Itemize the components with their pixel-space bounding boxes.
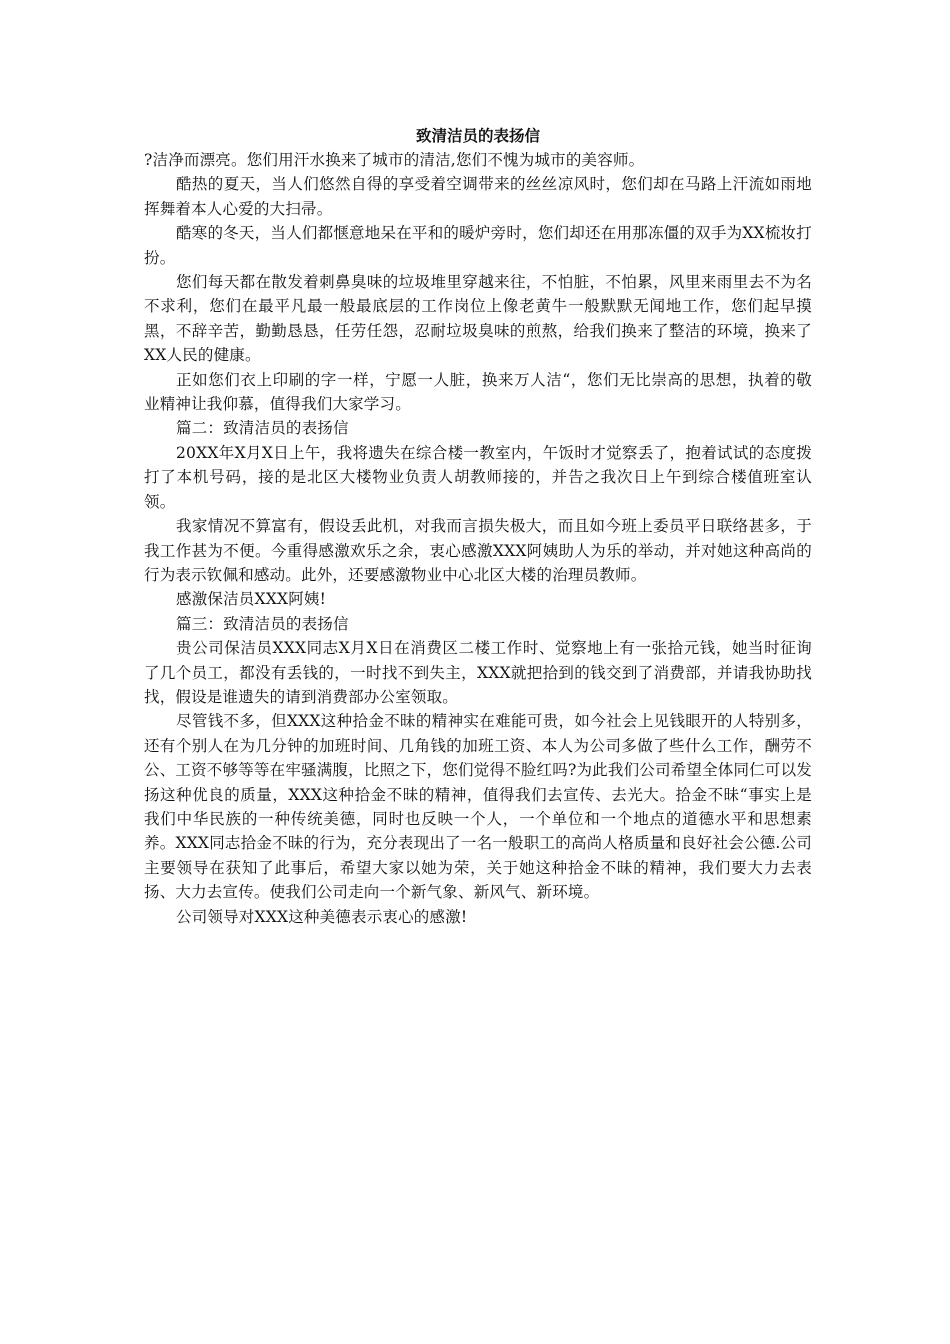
paragraph-4: 您们每天都在散发着刺鼻臭味的垃圾堆里穿越来往，不怕脏，不怕累，风里来雨里去不为名不求利，您们在最平凡最一般最底层的工作岗位上像老黄牛一般默默无闻地工作，您们起早摸黑，不辞辛苦，勤勤恳恳，任劳任怨，忍耐垃圾臭味的煎熬，给我们换来了整洁的环境，换来了XX人民的健康。 bbox=[144, 273, 812, 365]
paragraph-2: 酷热的夏天，当人们悠然自得的享受着空调带来的丝丝凉风时，您们却在马路上汗流如雨地挥舞着本人心爱的大扫帚。 bbox=[144, 175, 812, 218]
paragraph-3: 酷寒的冬天，当人们都惬意地呆在平和的暖炉旁时，您们却还在用那冻僵的双手为XX梳妆打扮。 bbox=[144, 224, 812, 267]
section-heading-2: 篇二：致清洁员的表扬信 bbox=[176, 419, 349, 438]
paragraph-6: 20XX年X月X日上午，我将遗失在综合楼一教室内，午饭时才觉察丢了，抱着试试的态度拨打了本机号码，接的是北区大楼物业负责人胡教师接的，并告之我次日上午到综合楼值班室认领。 bbox=[144, 443, 812, 511]
paragraph-9: 贵公司保洁员XXX同志X月X日在消费区二楼工作时、觉察地上有一张拾元钱，她当时征询了几个员工，都没有丢钱的，一时找不到失主，XXX就把拾到的钱交到了消费部，并请我协助找找，假设是谁遗失的请到消费部办公室领取。 bbox=[144, 639, 812, 706]
paragraph-1: ?洁净而漂亮。您们用汗水换来了城市的清洁,您们不愧为城市的美容师。 bbox=[144, 151, 645, 169]
document-body bbox=[144, 148, 812, 929]
paragraph-5: 正如您们衣上印刷的字一样，宁愿一人脏，换来万人洁“，您们无比崇高的思想，执着的敬业精神让我仰慕，值得我们大家学习。 bbox=[144, 370, 812, 414]
section-heading-3: 篇三：致清洁员的表扬信 bbox=[176, 614, 349, 633]
paragraph-8: 感激保洁员XXX阿姨! bbox=[176, 590, 327, 609]
paragraph-7: 我家情况不算富有，假设丢此机，对我而言损失极大，而且如今班上委员平日联络甚多，于我工作甚为不便。今重得感激欢乐之余，衷心感激XXX阿姨助人为乐的举动，并对她这种高尚的行为表示钦佩和感动。此外，还要感激物业中心北区大楼的治理员教师。 bbox=[144, 517, 812, 584]
paragraph-11: 公司领导对XXX这种美德表示衷心的感激! bbox=[176, 907, 468, 926]
document-page bbox=[144, 122, 812, 929]
document-title: 致清洁员的表扬信 bbox=[415, 126, 540, 145]
paragraph-10: 尽管钱不多，但XXX这种拾金不昧的精神实在难能可贵，如今社会上见钱眼开的人特别多，还有个别人在为几分钟的加班时间、几角钱的加班工资、本人为公司多做了些什么工作，酬劳不公、工资不够等等在牢骚满腹，比照之下，您们觉得不脸红吗?为此我们公司希望全体同仁可以发扬这种优良的质量，XXX这种拾金不昧的精神，值得我们去宣传、去光大。拾金不昧“事实上是我们中华民族的一种传统美德，同时也反映一个人，一个单位和一个地点的道德水平和思想素养。XXX同志拾金不昧的行为，充分表现出了一名一般职工的高尚人格质量和良好社会公德.公司主要领导在获知了此事后，希望大家以她为荣，关于她这种拾金不昧的精神，我们要大力去表扬、大力去宣传。使我们公司走向一个新气象、新风气、新环境。 bbox=[144, 712, 812, 902]
